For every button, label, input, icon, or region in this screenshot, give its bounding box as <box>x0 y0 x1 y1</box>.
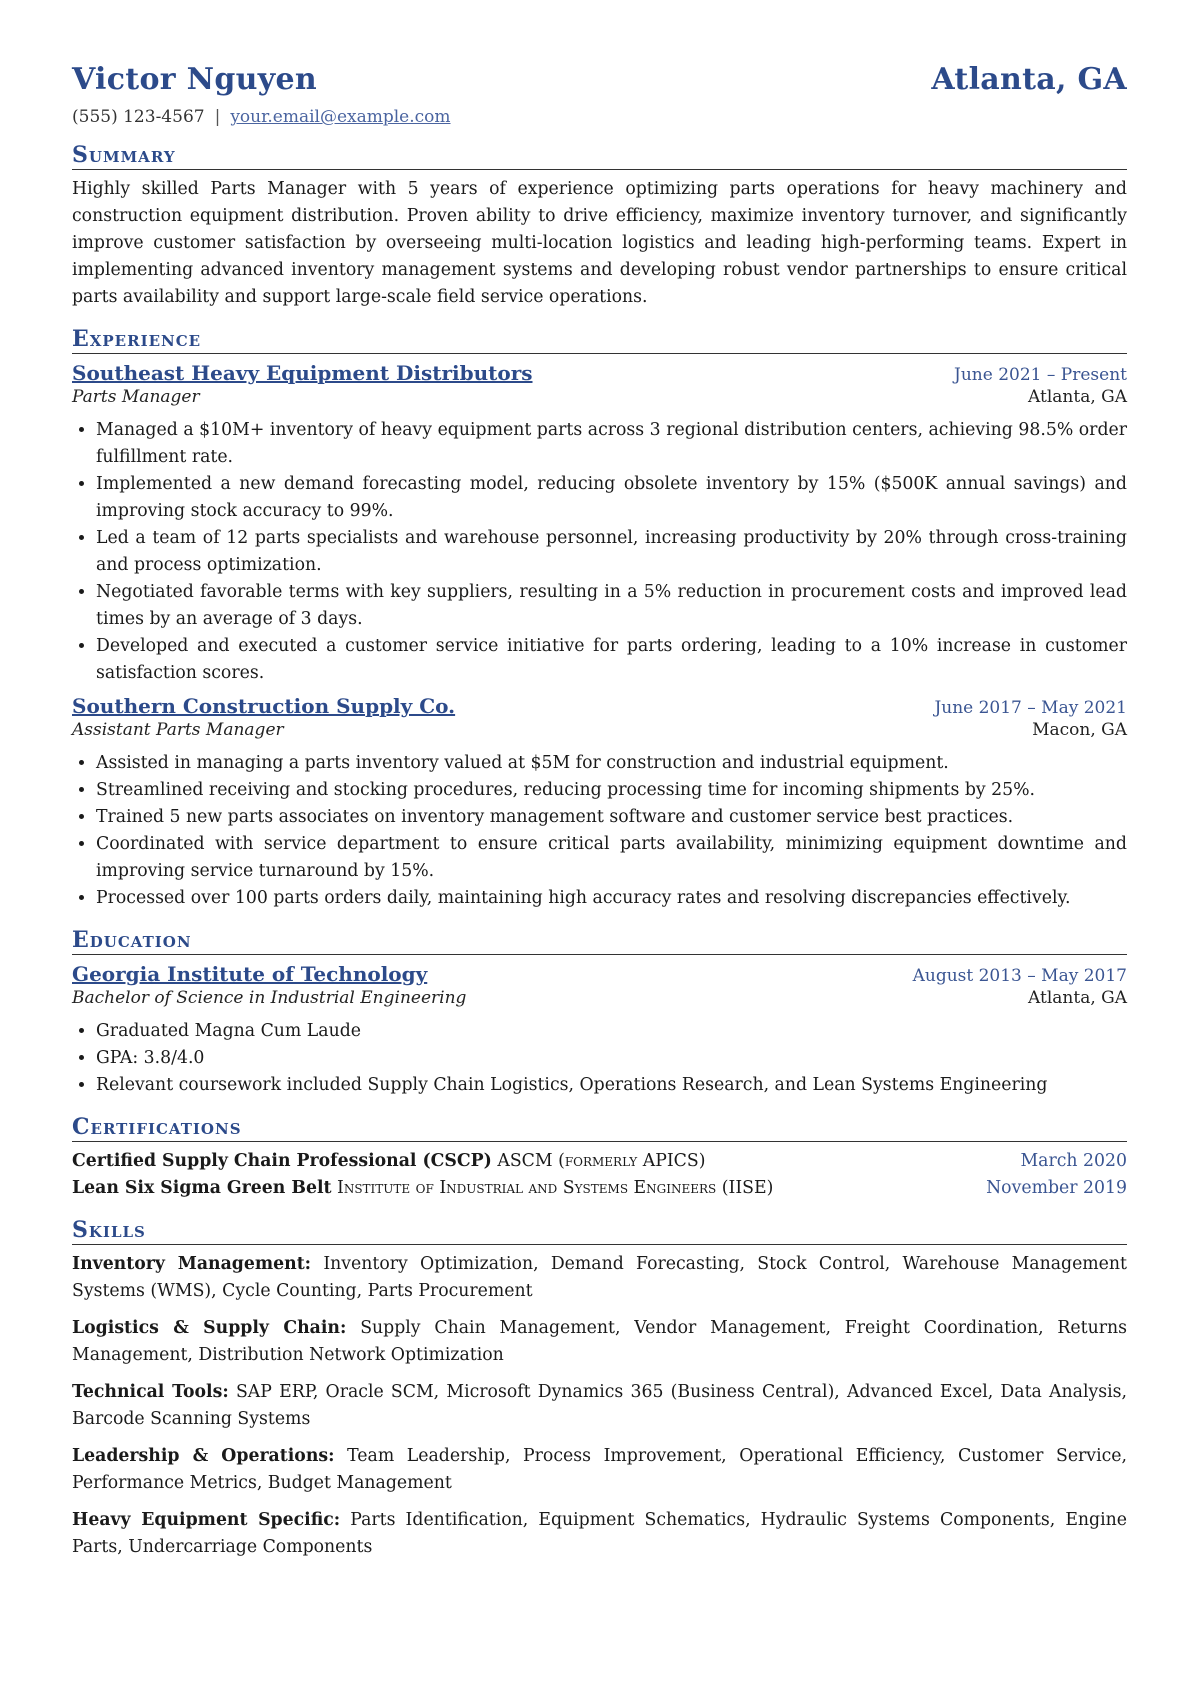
job-location: Atlanta, GA <box>1028 387 1127 407</box>
skill-group <box>72 1443 1127 1497</box>
summary-text: Highly skilled Parts Manager with 5 years of experience optimizing parts operations for heavy machinery and construction equipment distribution. Proven ability to drive efficiency, maximize inventory turnover, and significantly improve customer satisfaction by overseeing multi-location logistics and leading high-performing teams. Expert in implementing advanced inventory management systems and developing robust vendor partnerships to ensure critical parts availability and support large-scale field service operations. <box>72 179 1127 307</box>
certification-issuer: Institute of Industrial and Systems Engineers (IISE) <box>337 1178 774 1198</box>
job-entry <box>72 694 1127 912</box>
bullet-item: • Graduated Magna Cum Laude <box>96 1018 1127 1045</box>
job-bullets <box>72 417 1127 687</box>
certification-item <box>72 1175 1127 1202</box>
job-header-row <box>72 361 1127 385</box>
section-title-summary: Summary <box>72 141 1127 170</box>
company-name[interactable]: Southeast Heavy Equipment Distributors <box>72 361 533 385</box>
certifications-section <box>72 1113 1127 1202</box>
skills-list <box>72 1251 1127 1561</box>
job-bullets <box>72 750 1127 912</box>
certification-list <box>72 1148 1127 1202</box>
skill-values: Parts Identification, Equipment Schematics, Hydraulic Systems Components, Engine Parts, Undercarriage Components <box>72 1510 1128 1557</box>
bullet-item: • Processed over 100 parts orders daily, maintaining high accuracy rates and resolving discrepancies effectively. <box>96 885 1127 912</box>
phone-number: (555) 123-4567 <box>72 107 205 127</box>
bullet-item: • Assisted in managing a parts inventory valued at $5M for construction and industrial equipment. <box>96 750 1127 777</box>
education-subheader-row <box>72 988 1127 1008</box>
job-dates: June 2021 – Present <box>954 365 1127 385</box>
education-bullets <box>72 1018 1127 1099</box>
certification-text <box>72 1175 773 1202</box>
section-title-education: Education <box>72 926 1127 955</box>
job-subheader-row <box>72 387 1127 407</box>
skill-values: SAP ERP, Oracle SCM, Microsoft Dynamics 365 (Business Central), Advanced Excel, Data Analysis, Barcode Scanning Systems <box>72 1382 1128 1429</box>
skill-category: Inventory Management: <box>72 1254 312 1274</box>
education-section <box>72 926 1127 1099</box>
job-entry <box>72 361 1127 687</box>
contact-line <box>72 107 1127 127</box>
certification-name: Certified Supply Chain Professional (CSCP) <box>72 1151 492 1171</box>
skill-category: Technical Tools: <box>72 1382 229 1402</box>
education-header-row <box>72 962 1127 986</box>
job-subheader-row <box>72 720 1127 740</box>
email-link[interactable]: your.email@example.com <box>230 107 451 127</box>
company-name[interactable]: Southern Construction Supply Co. <box>72 694 456 718</box>
bullet-item: • Negotiated favorable terms with key suppliers, resulting in a 5% reduction in procurement costs and improved lead times by an average of 3 days. <box>96 579 1127 633</box>
contact-separator: | <box>214 107 221 127</box>
bullet-item: • Relevant coursework included Supply Chain Logistics, Operations Research, and Lean Systems Engineering <box>96 1072 1127 1099</box>
job-title: Assistant Parts Manager <box>72 720 284 740</box>
bullet-item: • Trained 5 new parts associates on inventory management software and customer service best practices. <box>96 804 1127 831</box>
resume-header <box>72 62 1127 97</box>
candidate-location: Atlanta, GA <box>931 62 1127 97</box>
section-title-experience: Experience <box>72 325 1127 354</box>
certification-name: Lean Six Sigma Green Belt <box>72 1178 332 1198</box>
skills-section <box>72 1216 1127 1561</box>
job-header-row <box>72 694 1127 718</box>
job-title: Parts Manager <box>72 387 200 407</box>
job-dates: June 2017 – May 2021 <box>934 698 1127 718</box>
degree: Bachelor of Science in Industrial Engineering <box>72 988 467 1008</box>
skill-values: Supply Chain Management, Vendor Management, Freight Coordination, Returns Management, Distribution Network Optimization <box>72 1318 1127 1365</box>
bullet-item: • Streamlined receiving and stocking procedures, reducing processing time for incoming shipments by 25%. <box>96 777 1127 804</box>
certification-issuer: ASCM (formerly APICS) <box>497 1151 706 1171</box>
experience-section <box>72 325 1127 912</box>
bullet-item: • Developed and executed a customer service initiative for parts ordering, leading to a 10% increase in customer satisfaction scores. <box>96 633 1127 687</box>
certification-date: March 2020 <box>1020 1151 1127 1171</box>
school-name[interactable]: Georgia Institute of Technology <box>72 962 428 986</box>
section-title-certifications: Certifications <box>72 1113 1127 1142</box>
bullet-item: • GPA: 3.8/4.0 <box>96 1045 1127 1072</box>
skill-category: Heavy Equipment Specific: <box>72 1510 341 1530</box>
skill-category: Leadership & Operations: <box>72 1446 335 1466</box>
candidate-name: Victor Nguyen <box>72 62 317 97</box>
education-location: Atlanta, GA <box>1028 988 1127 1008</box>
section-title-skills: Skills <box>72 1216 1127 1245</box>
skill-values: Team Leadership, Process Improvement, Operational Efficiency, Customer Service, Performance Metrics, Budget Management <box>72 1446 1127 1493</box>
summary-section <box>72 141 1127 311</box>
bullet-item: • Implemented a new demand forecasting model, reducing obsolete inventory by 15% ($500K annual savings) and improving stock accuracy to 99%. <box>96 471 1127 525</box>
skill-group <box>72 1315 1127 1369</box>
bullet-item: • Coordinated with service department to ensure critical parts availability, minimizing equipment downtime and improving service turnaround by 15%. <box>96 831 1127 885</box>
bullet-item: • Managed a $10M+ inventory of heavy equipment parts across 3 regional distribution centers, achieving 98.5% order fulfillment rate. <box>96 417 1127 471</box>
education-entry <box>72 962 1127 1099</box>
skill-group <box>72 1251 1127 1305</box>
certification-item <box>72 1148 1127 1175</box>
certification-text <box>72 1148 705 1175</box>
skill-category: Logistics & Supply Chain: <box>72 1318 347 1338</box>
certification-date: November 2019 <box>986 1178 1127 1198</box>
job-location: Macon, GA <box>1032 720 1127 740</box>
bullet-item: • Led a team of 12 parts specialists and warehouse personnel, increasing productivity by 20% through cross-training and process optimization. <box>96 525 1127 579</box>
skill-group <box>72 1507 1127 1561</box>
education-dates: August 2013 – May 2017 <box>912 966 1127 986</box>
skill-values: Inventory Optimization, Demand Forecasting, Stock Control, Warehouse Management Systems (WMS), Cycle Counting, Parts Procurement <box>72 1254 1127 1301</box>
skill-group <box>72 1379 1127 1433</box>
